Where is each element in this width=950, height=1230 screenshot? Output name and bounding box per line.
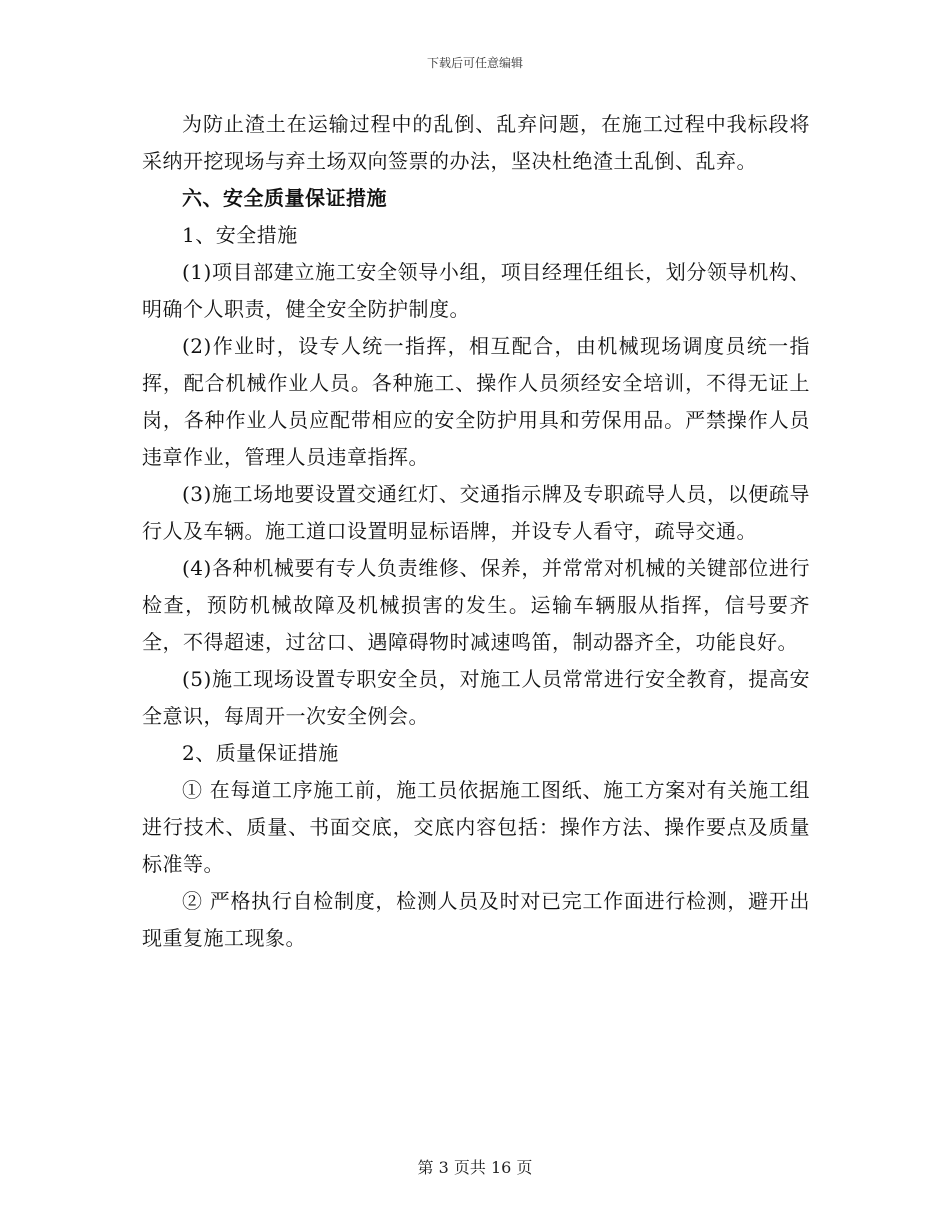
- safety-item-1: (1)项目部建立施工安全领导小组，项目经理任组长，划分领导机构、明确个人职责，健全安全防护制度。: [142, 260, 810, 321]
- subsection-heading-safety: 1、安全措施: [182, 223, 298, 247]
- page-header: 下载后可任意编辑: [426, 56, 523, 70]
- section-heading: 六、安全质量保证措施: [182, 186, 387, 210]
- quality-item-2: ② 严格执行自检制度，检测人员及时对已完工作面进行检测，避开出现重复施工现象。: [142, 889, 810, 950]
- safety-item-4: (4)各种机械要有专人负责维修、保养，并常常对机械的关键部位进行检查，预防机械故障及机械损害的发生。运输车辆服从指挥，信号要齐全，不得超速，过岔口、遇障碍物时减速鸣笛，制动器齐全，功能良好。: [142, 556, 810, 654]
- safety-item-3: (3)施工场地要设置交通红灯、交通指示牌及专职疏导人员，以便疏导行人及车辆。施工道口设置明显标语牌，并设专人看守，疏导交通。: [142, 482, 810, 543]
- quality-item-1: ① 在每道工序施工前，施工员依据施工图纸、施工方案对有关施工组进行技术、质量、书面交底，交底内容包括：操作方法、操作要点及质量标准等。: [142, 778, 810, 876]
- page-footer: 第 3 页共 16 页: [417, 1158, 533, 1177]
- document-body: [142, 106, 810, 957]
- subsection-heading-quality: 2、质量保证措施: [182, 741, 339, 765]
- paragraph-intro: 为防止渣土在运输过程中的乱倒、乱弃问题，在施工过程中我标段将采纳开挖现场与弃土场双向签票的办法，坚决杜绝渣土乱倒、乱弃。: [142, 112, 810, 173]
- safety-item-5: (5)施工现场设置专职安全员，对施工人员常常进行安全教育，提高安全意识，每周开一次安全例会。: [142, 667, 810, 728]
- safety-item-2: (2)作业时，设专人统一指挥，相互配合，由机械现场调度员统一指挥，配合机械作业人员。各种施工、操作人员须经安全培训，不得无证上岗，各种作业人员应配带相应的安全防护用具和劳保用品。严禁操作人员违章作业，管理人员违章指挥。: [142, 334, 810, 469]
